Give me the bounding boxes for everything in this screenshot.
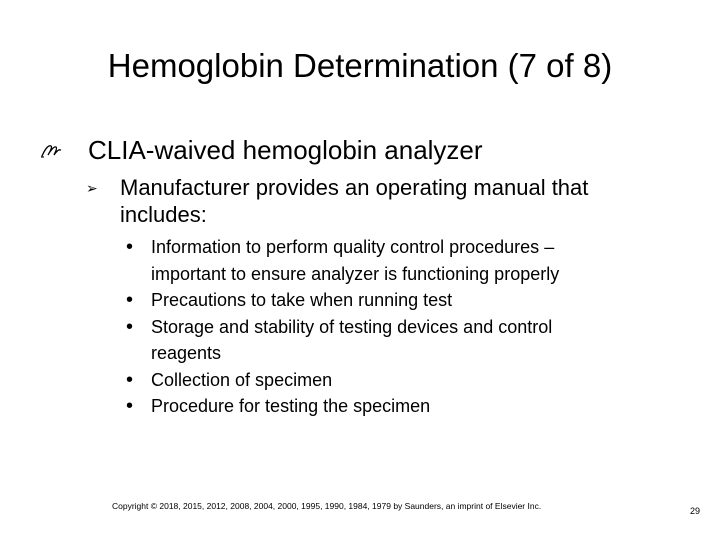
bullet-dot-icon: • — [126, 315, 134, 338]
level3-bullet-list — [126, 234, 626, 420]
bullet-dot-icon: • — [126, 368, 134, 391]
copyright-footer: Copyright © 2018, 2015, 2012, 2008, 2004, 2000, 1995, 1990, 1984, 1979 by Saunders, an imprint of Elsevier Inc. — [112, 501, 542, 511]
list-item — [126, 287, 626, 314]
arrowhead-bullet-icon: ➢ — [86, 180, 98, 196]
list-item — [126, 234, 626, 287]
list-item-text: Collection of specimen — [151, 369, 333, 390]
list-item — [126, 314, 626, 367]
list-item-text: Precautions to take when running test — [151, 290, 453, 310]
level2-text: Manufacturer provides an operating manual that includes: — [120, 175, 589, 227]
list-item-text: Storage and stability of testing devices and control reagents — [151, 316, 553, 363]
list-item — [126, 367, 626, 394]
bullet-dot-icon: • — [126, 236, 134, 258]
level1-text: CLIA-waived hemoglobin analyzer — [88, 135, 483, 165]
page-number: 29 — [690, 506, 701, 516]
list-item-text: Information to perform quality control procedures – important to ensure analyzer is functioning properly — [151, 237, 560, 284]
list-item — [126, 393, 626, 420]
slide-title: Hemoglobin Determination (7 of 8) — [107, 47, 613, 84]
wingdings-cursive-bullet-icon — [40, 143, 62, 159]
bullet-dot-icon: • — [126, 289, 134, 311]
list-item-text: Procedure for testing the specimen — [151, 396, 431, 416]
bullet-dot-icon: • — [126, 395, 134, 417]
